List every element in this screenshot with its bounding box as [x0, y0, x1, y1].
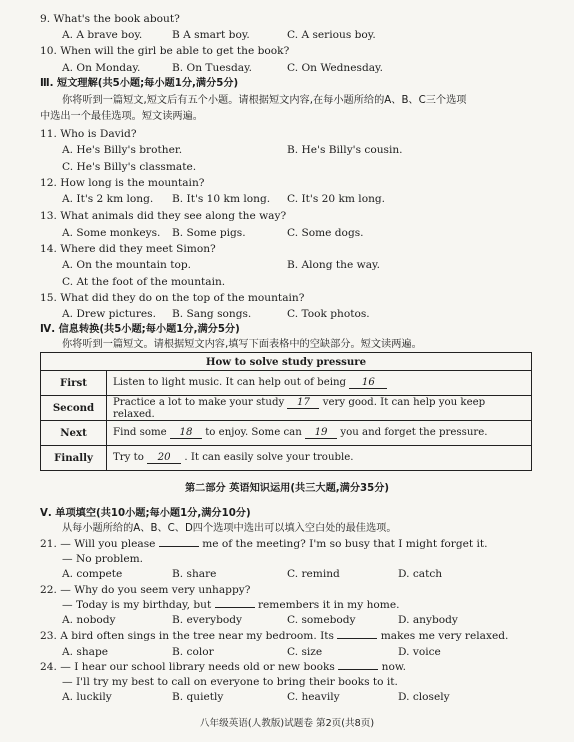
q21-line-2: — No problem. — [62, 553, 144, 565]
q11-option-b: B. He's Billy's cousin. — [287, 144, 403, 156]
q10-option-c: C. On Wednesday. — [287, 62, 383, 74]
q11-option-a: A. He's Billy's brother. — [62, 144, 183, 156]
table-row — [41, 371, 532, 396]
table-title: How to solve study pressure — [41, 353, 532, 371]
q22-option-c: C. somebody — [287, 614, 356, 626]
q21-option-c: C. remind — [287, 568, 340, 580]
q14-stem: 14. Where did they meet Simon? — [40, 243, 216, 255]
q9-option-b: B A smart boy. — [172, 29, 250, 41]
blank-16[interactable]: 16 — [349, 377, 387, 389]
row-key: Next — [41, 421, 107, 446]
q15-option-a: A. Drew pictures. — [62, 308, 156, 320]
q24-option-c: C. heavily — [287, 691, 340, 703]
blank-20[interactable]: 20 — [147, 452, 181, 464]
q12-option-b: B. It's 10 km long. — [172, 193, 271, 205]
table-row — [41, 421, 532, 446]
q23-option-d: D. voice — [398, 646, 441, 658]
row-content: Listen to light music. It can help out of being 16 — [107, 371, 532, 396]
q24-line-2: — I'll try my best to call on everyone to bring their books to it. — [62, 676, 398, 688]
q24-line-1: 24. — I hear our school library needs old or new books now. — [40, 661, 407, 673]
q24-option-a: A. luckily — [62, 691, 112, 703]
section-3-heading: Ⅲ. 短文理解(共5小题;每小题1分,满分5分) — [40, 78, 239, 89]
table-row — [41, 396, 532, 421]
q9-option-c: C. A serious boy. — [287, 29, 376, 41]
q23-option-a: A. shape — [62, 646, 109, 658]
row-key: First — [41, 371, 107, 396]
blank-19[interactable]: 19 — [305, 427, 337, 439]
section-5-instruction: 从每小题所给的A、B、C、D四个选项中选出可以填入空白处的最佳选项。 — [62, 523, 397, 534]
info-table — [40, 352, 532, 471]
q13-option-a: A. Some monkeys. — [62, 227, 161, 239]
q21-option-a: A. compete — [62, 568, 123, 580]
section-5-heading: Ⅴ. 单项填空(共10小题;每小题1分,满分10分) — [40, 508, 251, 519]
q12-stem: 12. How long is the mountain? — [40, 177, 205, 189]
row-key: Finally — [41, 446, 107, 471]
q13-option-b: B. Some pigs. — [172, 227, 246, 239]
q22-option-b: B. everybody — [172, 614, 243, 626]
q24-option-b: B. quietly — [172, 691, 224, 703]
blank-18[interactable]: 18 — [170, 427, 202, 439]
q24-blank[interactable] — [338, 669, 378, 670]
q22-line-1: 22. — Why do you seem very unhappy? — [40, 584, 251, 596]
q15-option-b: B. Sang songs. — [172, 308, 252, 320]
q13-option-c: C. Some dogs. — [287, 227, 364, 239]
q22-blank[interactable] — [215, 607, 255, 608]
q15-option-c: C. Took photos. — [287, 308, 370, 320]
q22-option-a: A. nobody — [62, 614, 116, 626]
q10-option-a: A. On Monday. — [62, 62, 141, 74]
q12-option-a: A. It's 2 km long. — [62, 193, 154, 205]
q13-stem: 13. What animals did they see along the way? — [40, 210, 287, 222]
q23-blank[interactable] — [337, 638, 377, 639]
row-key: Second — [41, 396, 107, 421]
q12-option-c: C. It's 20 km long. — [287, 193, 386, 205]
q21-blank[interactable] — [159, 546, 199, 547]
q14-option-c: C. At the foot of the mountain. — [62, 276, 226, 288]
blank-17[interactable]: 17 — [287, 397, 319, 409]
row-content: Try to 20 . It can easily solve your trouble. — [107, 446, 532, 471]
table-row — [41, 446, 532, 471]
row-content: Practice a lot to make your study 17 very good. It can help you keep relaxed. — [107, 396, 532, 421]
q23-line-1: 23. A bird often sings in the tree near my bedroom. Its makes me very relaxed. — [40, 630, 509, 642]
page-footer: 八年级英语(人教版)试题卷 第2页(共8页) — [199, 718, 375, 729]
q11-stem: 11. Who is David? — [40, 128, 137, 140]
q23-option-c: C. size — [287, 646, 323, 658]
section-4-heading: Ⅳ. 信息转换(共5小题;每小题1分,满分5分) — [40, 324, 240, 335]
q14-option-a: A. On the mountain top. — [62, 259, 191, 271]
q10-option-b: B. On Tuesday. — [172, 62, 253, 74]
q11-option-c: C. He's Billy's classmate. — [62, 161, 197, 173]
q23-option-b: B. color — [172, 646, 214, 658]
q21-option-b: B. share — [172, 568, 217, 580]
q14-option-b: B. Along the way. — [287, 259, 380, 271]
q22-line-2: — Today is my birthday, but remembers it in my home. — [62, 599, 400, 611]
q24-option-d: D. closely — [398, 691, 450, 703]
q9-option-a: A. A brave boy. — [62, 29, 143, 41]
q10-stem: 10. When will the girl be able to get the book? — [40, 45, 290, 57]
section-3-instruction-2: 中选出一个最佳选项。短文读两遍。 — [40, 111, 203, 122]
q9-stem: 9. What's the book about? — [40, 13, 180, 25]
q15-stem: 15. What did they do on the top of the mountain? — [40, 292, 305, 304]
q21-option-d: D. catch — [398, 568, 443, 580]
section-3-instruction-1: 你将听到一篇短文,短文后有五个小题。请根据短文内容,在每小题所给的A、B、C三个选项 — [62, 95, 467, 106]
q21-line-1: 21. — Will you please me of the meeting? I'm so busy that I might forget it. — [40, 538, 488, 550]
section-4-instruction: 你将听到一篇短文。请根据短文内容,填写下面表格中的空缺部分。短文读两遍。 — [62, 339, 422, 350]
q22-option-d: D. anybody — [398, 614, 458, 626]
part-2-heading: 第二部分 英语知识运用(共三大题,满分35分) — [184, 483, 390, 494]
row-content: Find some 18 to enjoy. Some can 19 you and forget the pressure. — [107, 421, 532, 446]
